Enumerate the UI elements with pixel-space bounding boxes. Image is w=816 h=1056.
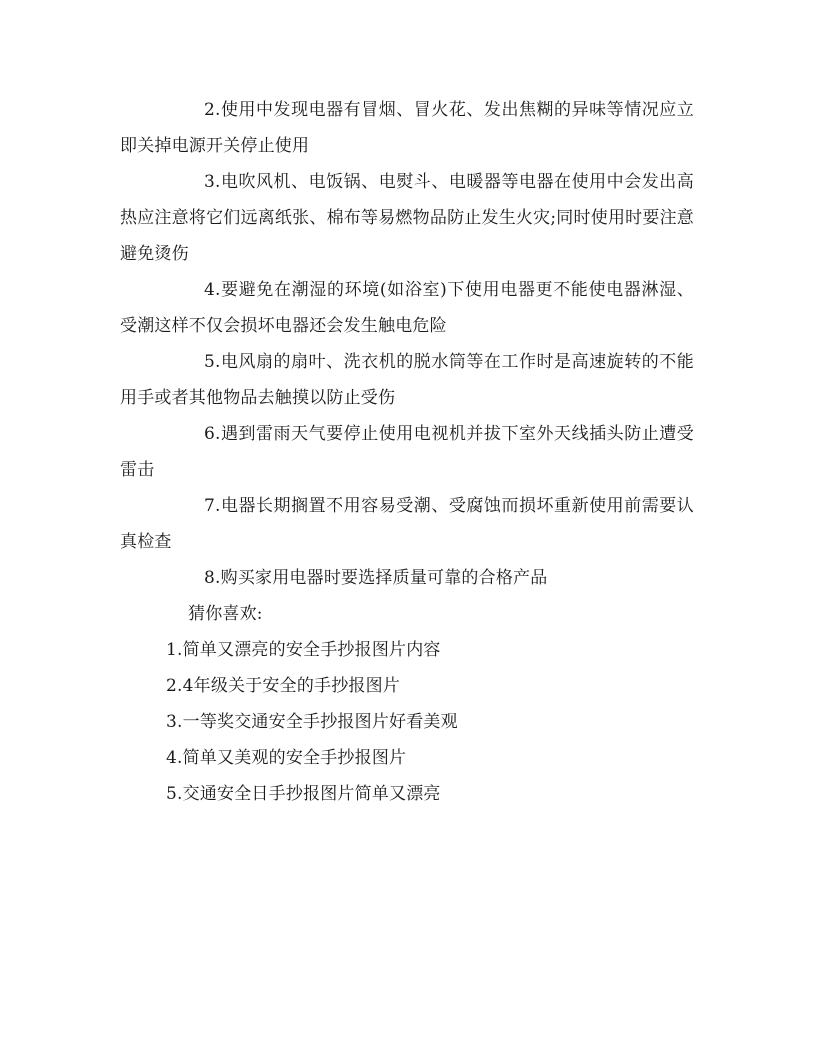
you-may-like-link[interactable]: 1.简单又漂亮的安全手抄报图片内容 — [166, 640, 441, 660]
you-may-like-list — [120, 632, 694, 812]
document-body — [120, 92, 694, 812]
safety-tip-paragraph: 8.购买家用电器时要选择质量可靠的合格产品 — [204, 568, 548, 588]
safety-tip-paragraph: 4.要避免在潮湿的环境(如浴室)下使用电器更不能使电器淋湿、受潮这样不仅会损坏电器还会发生触电危险 — [120, 280, 694, 336]
safety-tip-paragraph: 7.电器长期搁置不用容易受潮、受腐蚀而损坏重新使用前需要认真检查 — [120, 496, 694, 552]
safety-tip-paragraph: 2.使用中发现电器有冒烟、冒火花、发出焦糊的异味等情况应立即关掉电源开关停止使用 — [120, 100, 694, 156]
you-may-like-link[interactable]: 5.交通安全日手抄报图片简单又漂亮 — [166, 784, 441, 804]
you-may-like-link[interactable]: 2.4年级关于安全的手抄报图片 — [166, 676, 401, 696]
you-may-like-link[interactable]: 4.简单又美观的安全手抄报图片 — [166, 748, 407, 768]
safety-tip-paragraph: 3.电吹风机、电饭锅、电熨斗、电暖器等电器在使用中会发出高热应注意将它们远离纸张、棉布等易燃物品防止发生火灾;同时使用时要注意避免烫伤 — [120, 172, 694, 264]
safety-tip-paragraph: 6.遇到雷雨天气要停止使用电视机并拔下室外天线插头防止遭受雷击 — [120, 424, 694, 480]
you-may-like-link[interactable]: 3.一等奖交通安全手抄报图片好看美观 — [166, 712, 458, 732]
safety-tip-paragraph: 5.电风扇的扇叶、洗衣机的脱水筒等在工作时是高速旋转的不能用手或者其他物品去触摸以防止受伤 — [120, 352, 694, 408]
you-may-like-heading: 猜你喜欢: — [188, 604, 263, 624]
